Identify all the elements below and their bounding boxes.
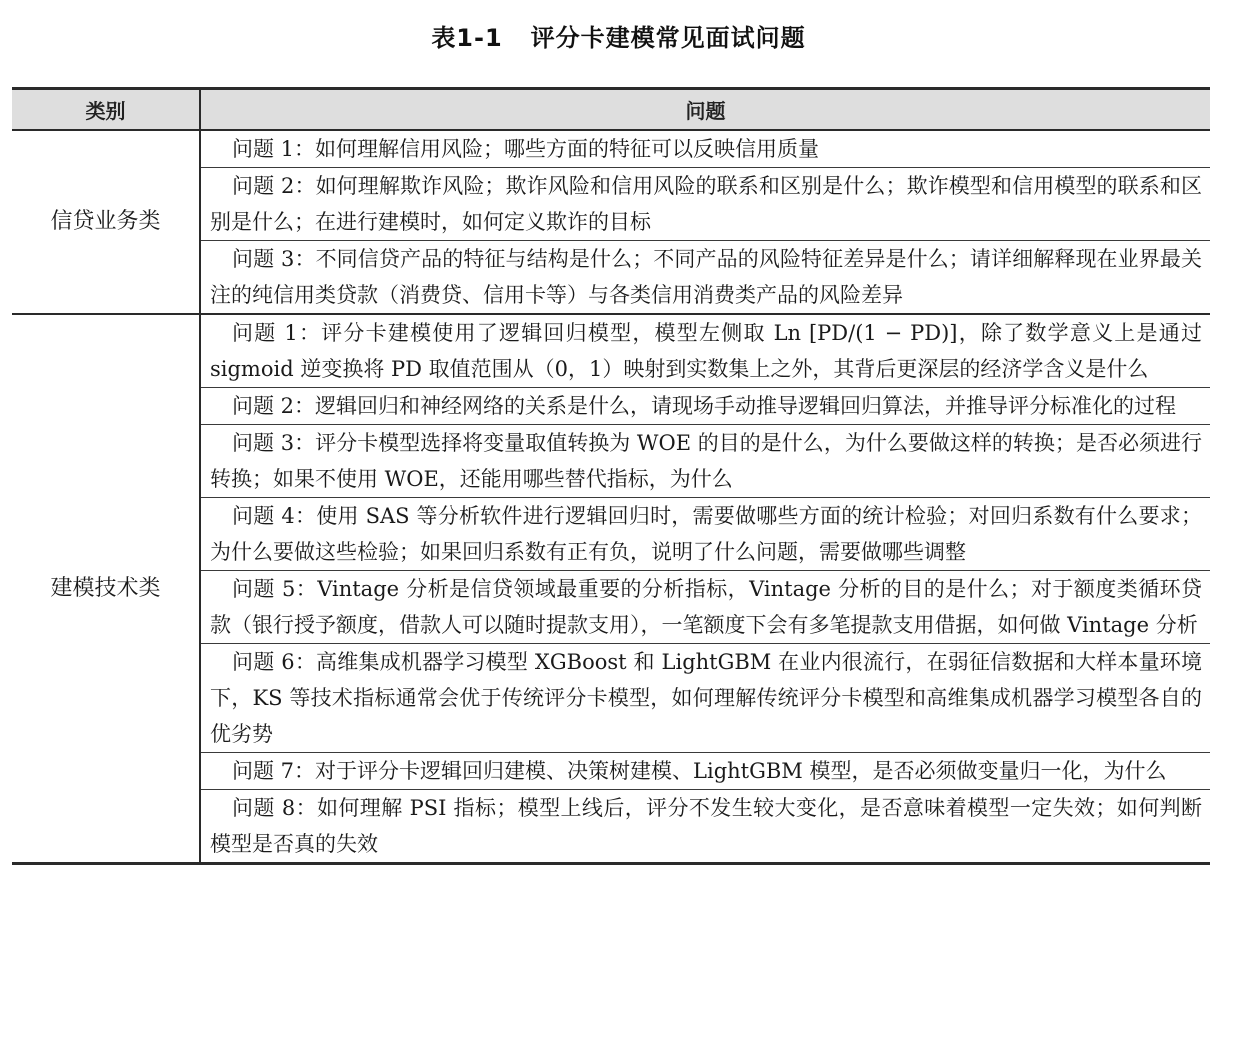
question-cell: 问题 2：如何理解欺诈风险；欺诈风险和信用风险的联系和区别是什么；欺诈模型和信用模型的联系和区别是什么；在进行建模时，如何定义欺诈的目标: [200, 168, 1210, 241]
category-cell-credit-business: 信贷业务类: [12, 130, 200, 314]
question-cell: 问题 1：评分卡建模使用了逻辑回归模型，模型左侧取 Ln [PD/(1 − PD)]，除了数学意义上是通过 sigmoid 逆变换将 PD 取值范围从（0，1）映射到实数集上之外，其背后更深层的经济学含义是什么: [200, 314, 1210, 388]
table-title: 评分卡建模常见面试问题: [530, 24, 806, 52]
question-cell: 问题 6：高维集成机器学习模型 XGBoost 和 LightGBM 在业内很流行，在弱征信数据和大样本量环境下，KS 等技术指标通常会优于传统评分卡模型，如何理解传统评分卡模型和高维集成机器学习模型各自的优劣势: [200, 644, 1210, 753]
category-cell-modeling-technique: 建模技术类: [12, 314, 200, 864]
question-cell: 问题 1：如何理解信用风险；哪些方面的特征可以反映信用质量: [200, 130, 1210, 168]
question-cell: 问题 4：使用 SAS 等分析软件进行逻辑回归时，需要做哪些方面的统计检验；对回归系数有什么要求；为什么要做这些检验；如果回归系数有正有负，说明了什么问题，需要做哪些调整: [200, 498, 1210, 571]
question-cell: 问题 7：对于评分卡逻辑回归建模、决策树建模、LightGBM 模型，是否必须做变量归一化，为什么: [200, 753, 1210, 790]
question-cell: 问题 2：逻辑回归和神经网络的关系是什么，请现场手动推导逻辑回归算法，并推导评分标准化的过程: [200, 388, 1210, 425]
question-cell: 问题 8：如何理解 PSI 指标；模型上线后，评分不发生较大变化，是否意味着模型一定失效；如何判断模型是否真的失效: [210, 796, 1202, 856]
header-row: [12, 89, 1210, 131]
question-cell: 问题 3：不同信贷产品的特征与结构是什么；不同产品的风险特征差异是什么；请详细解释现在业界最关注的纯信用类贷款（消费贷、信用卡等）与各类信用消费类产品的风险差异: [200, 241, 1210, 315]
column-header-category: 类别: [12, 89, 200, 131]
table-number: 表1-1: [431, 24, 503, 52]
question-cell: 问题 5：Vintage 分析是信贷领域最重要的分析指标，Vintage 分析的目的是什么；对于额度类循环贷款（银行授予额度，借款人可以随时提款支用），一笔额度下会有多笔提款支用借据，如何做 Vintage 分析: [200, 571, 1210, 644]
interview-questions-table: [12, 87, 1210, 865]
table-row: [12, 130, 1210, 168]
column-header-question: 问题: [200, 89, 1210, 131]
table-row: [12, 314, 1210, 388]
question-cell: 问题 3：评分卡模型选择将变量取值转换为 WOE 的目的是什么，为什么要做这样的转换；是否必须进行转换；如果不使用 WOE，还能用哪些替代指标，为什么: [200, 425, 1210, 498]
table-caption: [0, 18, 1237, 53]
